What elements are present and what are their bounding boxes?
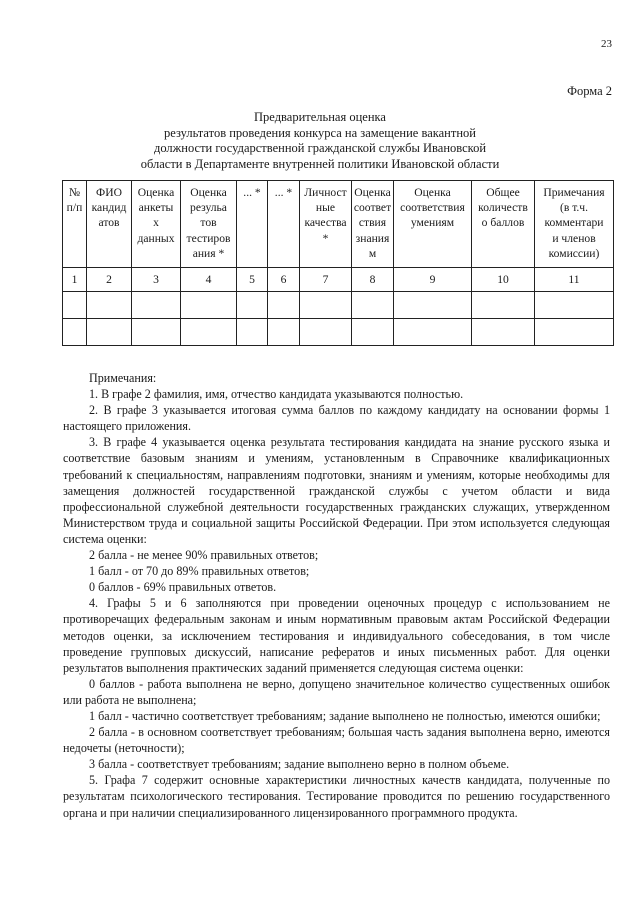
table-cell[interactable]	[181, 292, 237, 319]
column-header-line: ствия	[358, 216, 387, 230]
form-label: Форма 2	[567, 84, 612, 98]
table-cell[interactable]	[87, 292, 132, 319]
notes-title: Примечания:	[89, 371, 157, 385]
column-header-line: Оценка	[137, 186, 175, 199]
table-cell[interactable]	[268, 319, 300, 346]
note-paragraph: 2. В графе 3 указывается итоговая сумма баллов по каждому кандидату на основании формы 1 настоящего приложения.	[63, 403, 610, 434]
table-cell[interactable]	[237, 319, 268, 346]
column-header-line: данных	[137, 231, 175, 245]
note-paragraph: 1 балл - от 70 до 89% правильных ответов;	[89, 564, 310, 579]
note-paragraph: 1. В графе 2 фамилия, имя, отчество кандидата указываются полностью.	[89, 387, 464, 402]
column-header	[535, 181, 614, 268]
column-header	[472, 181, 535, 268]
column-header-line: Общее	[486, 186, 520, 199]
column-header-line: (в т.ч.	[559, 201, 589, 215]
column-header-line: кандид	[91, 201, 127, 215]
column-header-line: комиссии)	[548, 246, 600, 260]
table-cell[interactable]	[132, 292, 181, 319]
column-header-line: ания *	[192, 246, 225, 260]
evaluation-table	[62, 180, 614, 346]
column-header-line: качества	[304, 216, 347, 230]
column-header-line: о баллов	[481, 216, 525, 230]
column-number: 8	[352, 268, 394, 292]
column-header-line: ... *	[243, 186, 261, 199]
title-line: должности государственной гражданской службы Ивановской	[153, 141, 487, 156]
title-line: результатов проведения конкурса на замещение вакантной	[164, 125, 476, 140]
column-header-line: Личност	[304, 186, 347, 199]
column-header-line: умениям	[410, 216, 455, 230]
column-number: 3	[132, 268, 181, 292]
notes-section	[63, 370, 610, 821]
column-header	[181, 181, 237, 268]
table-cell[interactable]	[352, 292, 394, 319]
document-title	[0, 110, 640, 172]
column-header-line: ФИО	[96, 186, 122, 199]
note-paragraph: 5. Графа 7 содержит основные характеристики личностных качеств кандидата, полученные по результатам психологического тестирования. Тестирование проводится по решению государственного органа и при наличии специализированного лицензированного программного продукта.	[63, 773, 610, 820]
column-number-row	[63, 268, 614, 292]
column-header-line: и членов	[552, 231, 596, 245]
table-cell[interactable]	[472, 292, 535, 319]
column-number: 2	[87, 268, 132, 292]
table-cell[interactable]	[237, 292, 268, 319]
column-header-line: м	[368, 246, 377, 260]
column-number: 6	[268, 268, 300, 292]
column-header-line: ... *	[274, 186, 293, 199]
column-header-line: Оценка	[414, 186, 451, 199]
column-header-line: количеств	[478, 201, 528, 215]
column-header-line: знания	[355, 231, 390, 245]
column-header	[352, 181, 394, 268]
table-cell[interactable]	[132, 319, 181, 346]
table-cell[interactable]	[535, 292, 614, 319]
column-header-line: комментари	[544, 216, 604, 230]
column-header	[300, 181, 352, 268]
title-line: Предварительная оценка	[254, 110, 386, 124]
table-cell[interactable]	[268, 292, 300, 319]
column-header-line: *	[322, 231, 329, 245]
column-header-line: ные	[315, 201, 336, 215]
column-number: 7	[300, 268, 352, 292]
table-cell[interactable]	[63, 319, 87, 346]
column-header-line: анкеты	[138, 201, 174, 215]
note-paragraph: 0 баллов - 69% правильных ответов.	[89, 580, 277, 595]
table-cell[interactable]	[352, 319, 394, 346]
note-paragraph: 2 балла - не менее 90% правильных ответов;	[89, 548, 319, 563]
note-paragraph: 1 балл - частично соответствует требованиям; задание выполнено не полностью, имеются ошибки;	[89, 708, 601, 723]
column-header	[394, 181, 472, 268]
note-paragraph: 2 балла - в основном соответствует требованиям; большая часть задания выполнена верно, имеются недочеты (неточности);	[63, 725, 610, 756]
column-number: 1	[63, 268, 87, 292]
column-header	[63, 181, 87, 268]
column-header-line: тестиров	[186, 231, 231, 245]
table-header-row	[63, 181, 614, 268]
page-number: 23	[601, 38, 612, 50]
column-header-line: №	[68, 186, 81, 199]
table-cell[interactable]	[300, 319, 352, 346]
column-header-line: п/п	[66, 201, 83, 215]
table-cell[interactable]	[394, 292, 472, 319]
column-header-line: соответствия	[400, 201, 465, 215]
table-cell[interactable]	[394, 319, 472, 346]
table-cell[interactable]	[472, 319, 535, 346]
table-cell[interactable]	[535, 319, 614, 346]
column-header-line: атов	[98, 216, 120, 230]
column-header	[237, 181, 268, 268]
column-header	[87, 181, 132, 268]
title-line: области в Департаменте внутренней политики Ивановской области	[140, 156, 500, 171]
column-number: 4	[181, 268, 237, 292]
column-number: 10	[472, 268, 535, 292]
column-header-line: Оценка	[354, 186, 391, 199]
table-cell[interactable]	[87, 319, 132, 346]
note-paragraph: 4. Графы 5 и 6 заполняются при проведении оценочных процедур с использованием не противоречащих федеральным законам и иным нормативным правовым актам Российской Федерации методов оценки, за исключением тестирования и индивидуального собеседования, в том числе проведение групповых дискуссий, написание рефератов и иных письменных работ. Для оценки результатов выполнения практических заданий применяется следующая система оценки:	[63, 596, 610, 675]
note-paragraph: 3. В графе 4 указывается оценка результата тестирования кандидата на знание русского языка и соответствие базовым знаниям и умениям, установленным в Справочнике квалификационных требований к специальностям, направлениям подготовки, знаниям и умениям, которые необходимы для замещения должностей государственной гражданской службы с учетом области и вида профессиональной служебной деятельности государственных гражданских служащих, утвержденном Министерством труда и социальной защиты Российской Федерации. При этом используется следующая система оценки:	[63, 435, 610, 546]
note-paragraph: 0 баллов - работа выполнена не верно, допущено значительное количество существенных ошибок или работа не выполнена;	[63, 676, 610, 707]
column-header	[132, 181, 181, 268]
table-cell[interactable]	[181, 319, 237, 346]
column-header-line: х	[153, 216, 159, 230]
table-row	[63, 292, 614, 319]
table-row	[63, 319, 614, 346]
column-number: 9	[394, 268, 472, 292]
table-cell[interactable]	[63, 292, 87, 319]
column-header-line: тов	[200, 216, 217, 230]
table-cell[interactable]	[300, 292, 352, 319]
column-header-line: Оценка	[190, 186, 227, 199]
column-number: 5	[237, 268, 268, 292]
column-header-line: соответ	[353, 201, 392, 215]
note-paragraph: 3 балла - соответствует требованиям; задание выполнено верно в полном объеме.	[89, 757, 510, 772]
column-header-line: Примечания	[543, 186, 605, 199]
column-header-line: резульа	[190, 201, 227, 215]
column-number: 11	[535, 268, 614, 292]
column-header	[268, 181, 300, 268]
